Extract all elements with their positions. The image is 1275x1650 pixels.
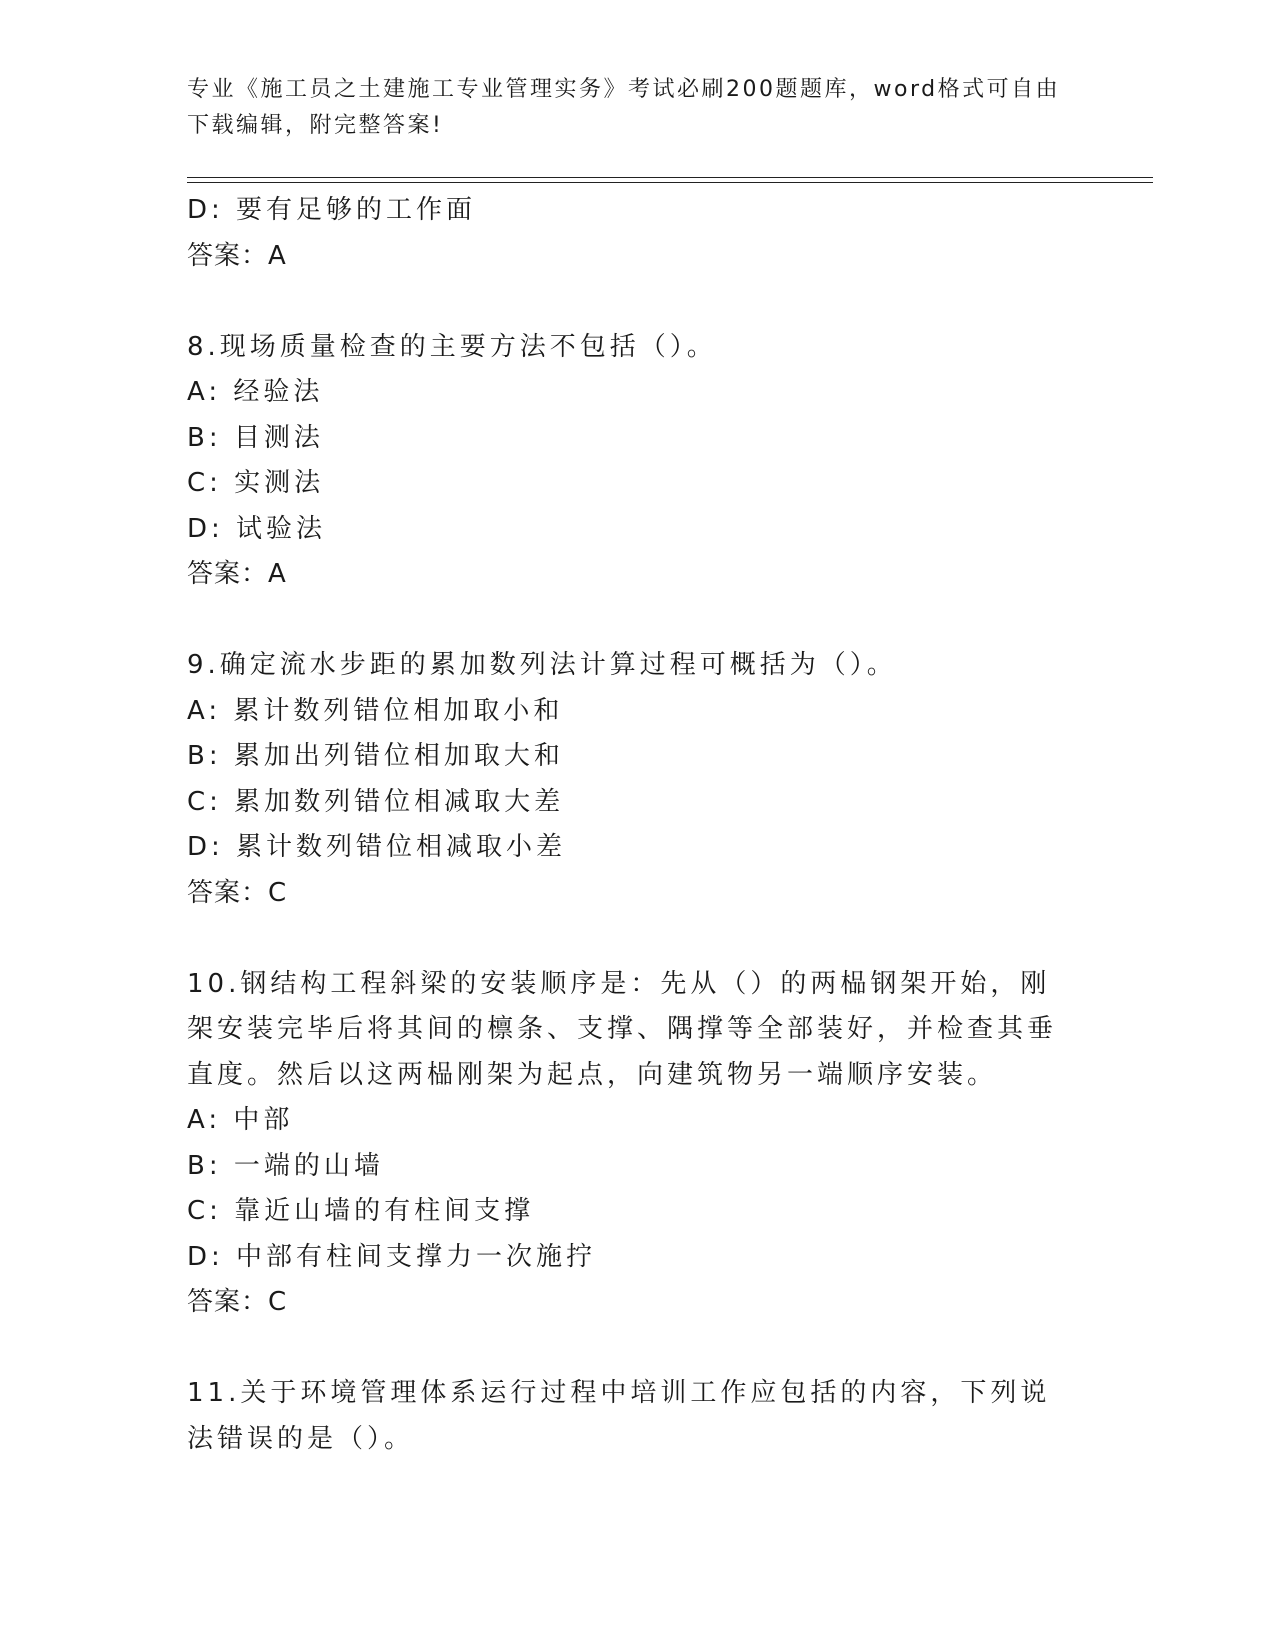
option-c: C: 实测法 — [187, 468, 325, 498]
option-d: D: 中部有柱间支撑力一次施拧 — [187, 1241, 597, 1272]
question-item — [187, 1371, 1087, 1462]
option-c: C: 累加数列错位相减取大差 — [187, 786, 565, 817]
option-a: A: 中部 — [187, 1105, 294, 1135]
question-title: 9.确定流水步距的累加数列法计算过程可概括为（）。 — [187, 650, 897, 680]
answer: 答案：A — [187, 240, 287, 271]
header-divider-top — [187, 177, 1153, 178]
option-b: B: 累加出列错位相加取大和 — [187, 741, 564, 771]
option-d: D: 试验法 — [187, 513, 327, 544]
header-divider-bottom — [187, 182, 1153, 183]
option-d: D: 累计数列错位相减取小差 — [187, 832, 567, 862]
question-item — [187, 643, 1087, 916]
spacer — [187, 1326, 1087, 1372]
option-c: C: 靠近山墙的有柱间支撑 — [187, 1196, 535, 1226]
question-item — [187, 962, 1087, 1326]
question-item — [187, 325, 1087, 598]
question-title: 11.关于环境管理体系运行过程中培训工作应包括的内容，下列说法错误的是（）。 — [187, 1378, 1051, 1454]
spacer — [187, 279, 1087, 325]
answer: 答案：C — [187, 877, 288, 908]
option-a: A: 累计数列错位相加取小和 — [187, 695, 564, 726]
option-a: A: 经验法 — [187, 377, 324, 407]
option-d: D: 要有足够的工作面 — [187, 195, 477, 225]
answer: 答案：A — [187, 559, 287, 589]
question-list — [187, 188, 1087, 1462]
question-title: 8.现场质量检查的主要方法不包括（）。 — [187, 331, 717, 362]
spacer — [187, 916, 1087, 962]
question-title: 10.钢结构工程斜梁的安装顺序是：先从（）的两榀钢架开始，刚架安装完毕后将其间的檩条、支撑、隅撑等全部装好，并检查其垂直度。然后以这两榀刚架为起点，向建筑物另一端顺序安装。 — [187, 968, 1058, 1090]
answer: 答案：C — [187, 1287, 288, 1317]
page-header: 专业《施工员之土建施工专业管理实务》考试必刷200题题库，word格式可自由下载编辑，附完整答案! — [187, 77, 1061, 138]
spacer — [187, 598, 1087, 644]
option-b: B: 一端的山墙 — [187, 1150, 384, 1181]
option-b: B: 目测法 — [187, 422, 324, 453]
